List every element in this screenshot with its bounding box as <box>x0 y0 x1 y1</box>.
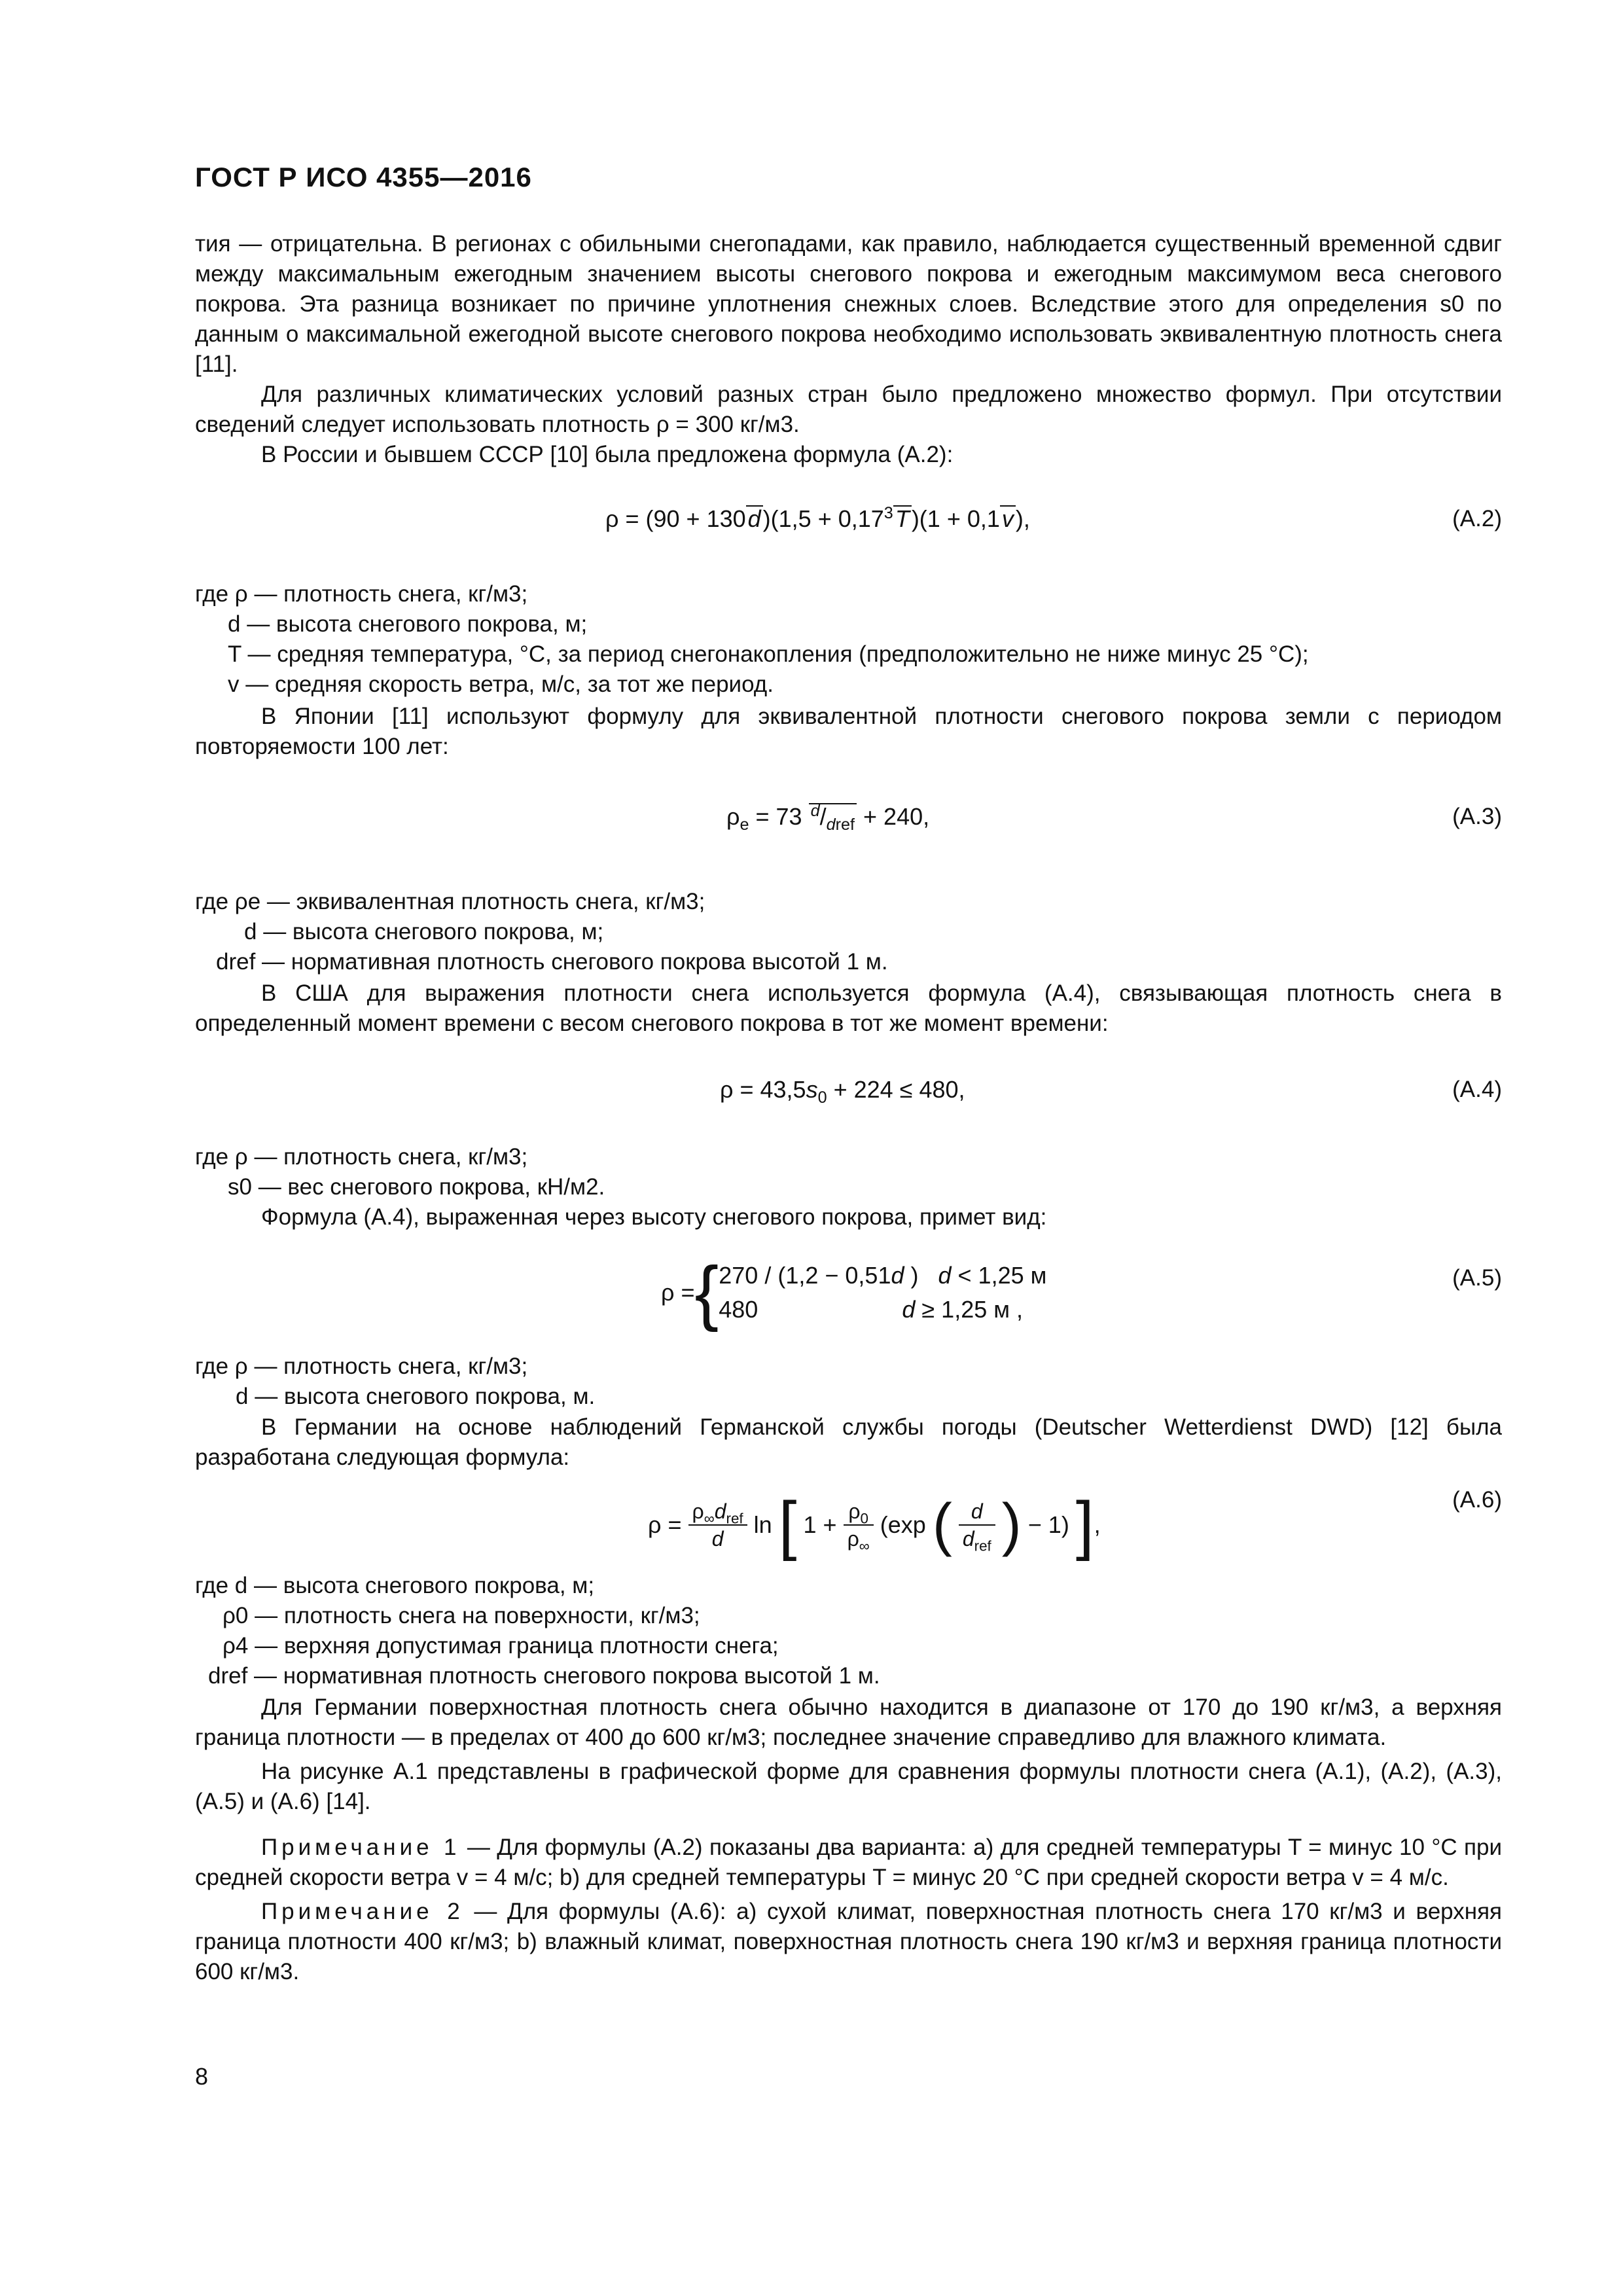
paragraph-8: Для Германии поверхностная плотность снега обычно находится в диапазоне от 170 до 190 кг/м3, а верхняя граница плотности — в пределах от 400 до 600 кг/м3; последнее значение справедливо для влажного климата. <box>195 1695 1502 1750</box>
where-a6-line: ρ0 — плотность снега на поверхности, кг/м3; <box>223 1603 700 1628</box>
paragraph-7: В Германии на основе наблюдений Германской службы погоды (Deutscher Wetterdienst DWD) [12] была разработана следующая формула: <box>195 1414 1502 1470</box>
where-a6-line: dref — нормативная плотность снегового покрова высотой 1 м. <box>208 1663 880 1689</box>
where-a3-line: d — высота снегового покрова, м; <box>244 919 604 944</box>
formula-a4-expression: $\rho = 43,5s_0 + 224 \le 480$, <box>720 1076 965 1107</box>
where-a4-line: s0 — вес снегового покрова, кН/м2. <box>228 1174 605 1200</box>
formula-a5-number: (А.5) <box>1452 1265 1502 1291</box>
where-a6-line: ρ4 — верхняя допустимая граница плотности снега; <box>223 1633 779 1659</box>
note-1-text: — Для формулы (А.2) показаны два варианта: a) для средней температуры T = минус 10 °С при средней скорости ветра v = 4 м/с; b) для средней температуры T = минус 20 °С при средней скорости ветра v = 4 м/с. <box>195 1835 1502 1890</box>
formula-a3 <box>0 802 1623 841</box>
where-a2 <box>195 579 1504 700</box>
notes-block <box>195 1833 1502 1987</box>
formula-a6 <box>0 1476 1623 1568</box>
formula-a2-number: (А.2) <box>1452 506 1502 531</box>
formula-a4 <box>0 1075 1623 1114</box>
formula-a6-expression: ρ = $\frac{\rho_\infty d_{ref}}{d}$ ln [ 1 + $\frac{\rho_0}{\rho_\infty}$ (exp ( $\frac{d}{d_{ref}}$ ) − 1) ], <box>648 1488 1101 1562</box>
note-2 <box>195 1897 1502 1987</box>
text-block-6 <box>195 1693 1502 1817</box>
paragraph-9: На рисунке А.1 представлены в графической форме для сравнения формулы плотности снега (А.1), (А.2), (А.3), (А.5) и (А.6) [14]. <box>195 1759 1502 1814</box>
paragraph-5: В США для выражения плотности снега используется формула (А.4), связывающая плотность снега в определенный момент времени с весом снегового покрова в тот же момент времени: <box>195 980 1502 1036</box>
text-block-1 <box>195 229 1502 470</box>
where-a5-line: d — высота снегового покрова, м. <box>236 1384 596 1409</box>
text-block-2 <box>195 702 1502 762</box>
note-1 <box>195 1833 1502 1893</box>
text-block-4 <box>195 1202 1502 1232</box>
paragraph-4: В Японии [11] используют формулу для эквивалентной плотности снегового покрова земли с периодом повторяемости 100 лет: <box>195 704 1502 759</box>
document-header: ГОСТ Р ИСО 4355—2016 <box>195 162 532 192</box>
paragraph-1: тия — отрицательна. В регионах с обильными снегопадами, как правило, наблюдается существенный временной сдвиг между максимальным ежегодным значением высоты снегового покрова и ежегодным максимумом веса снегового покрова. Эта разница возникает по причине уплотнения снежных слоев. Вследствие этого для определения s0 по данным о максимальной ежегодной высоте снегового покрова необходимо использовать эквивалентную плотность снега [11]. <box>195 231 1502 377</box>
where-a3-line: где ρe — эквивалентная плотность снега, кг/м3; <box>195 889 705 914</box>
formula-a6-number: (А.6) <box>1452 1487 1502 1513</box>
where-a4 <box>195 1142 1504 1202</box>
formula-a2-expression: $\rho = (90 + 130d)(1,5 + 0,17^3T)(1 + 0,1v)$, <box>605 504 1030 532</box>
text-block-5 <box>195 1412 1502 1473</box>
text-block-3 <box>195 978 1502 1039</box>
where-a2-line: T — средняя температура, °С, за период снегонакопления (предположительно не ниже минус 25 °С); <box>228 641 1309 667</box>
page-number: 8 <box>195 2063 209 2090</box>
paragraph-3: В России и бывшем СССР [10] была предложена формула (А.2): <box>261 442 954 467</box>
where-a4-line: где ρ — плотность снега, кг/м3; <box>195 1144 528 1170</box>
formula-a4-number: (А.4) <box>1452 1077 1502 1102</box>
paragraph-6: Формула (А.4), выраженная через высоту снегового покрова, примет вид: <box>261 1204 1047 1230</box>
formula-a5-expression: ρ ={270 / (1,2 − 0,51d ) d < 1,25 м 480 d ≥ 1,25 м , <box>661 1252 1047 1333</box>
note-1-label: Примечание 1 <box>261 1835 461 1860</box>
note-2-text: — Для формулы (А.6): a) сухой климат, поверхностная плотность снега 170 кг/м3 и верхняя граница плотности 400 кг/м3; b) влажный климат, поверхностная плотность снега 190 кг/м3 и верхняя граница плотности 600 кг/м3. <box>195 1899 1502 1984</box>
where-a6-line: где d — высота снегового покрова, м; <box>195 1573 595 1598</box>
where-a2-line: d — высота снегового покрова, м; <box>228 611 588 637</box>
where-a6 <box>195 1571 1504 1691</box>
where-a5 <box>195 1352 1504 1412</box>
formula-a5 <box>0 1252 1623 1342</box>
where-a2-line: v — средняя скорость ветра, м/с, за тот же период. <box>228 672 774 697</box>
where-a5-line: где ρ — плотность снега, кг/м3; <box>195 1354 528 1379</box>
formula-a2 <box>0 504 1623 543</box>
note-2-label: Примечание 2 <box>261 1899 464 1924</box>
where-a3 <box>195 887 1504 977</box>
formula-a3-number: (А.3) <box>1452 804 1502 829</box>
formula-a3-expression: $\rho_e = 73$ $^d/_{dref} + 240$, <box>726 802 930 834</box>
where-a3-line: dref — нормативная плотность снегового покрова высотой 1 м. <box>216 949 888 975</box>
where-a2-line: где ρ — плотность снега, кг/м3; <box>195 581 528 607</box>
paragraph-2: Для различных климатических условий разных стран было предложено множество формул. При отсутствии сведений следует использовать плотность ρ = 300 кг/м3. <box>195 382 1502 437</box>
